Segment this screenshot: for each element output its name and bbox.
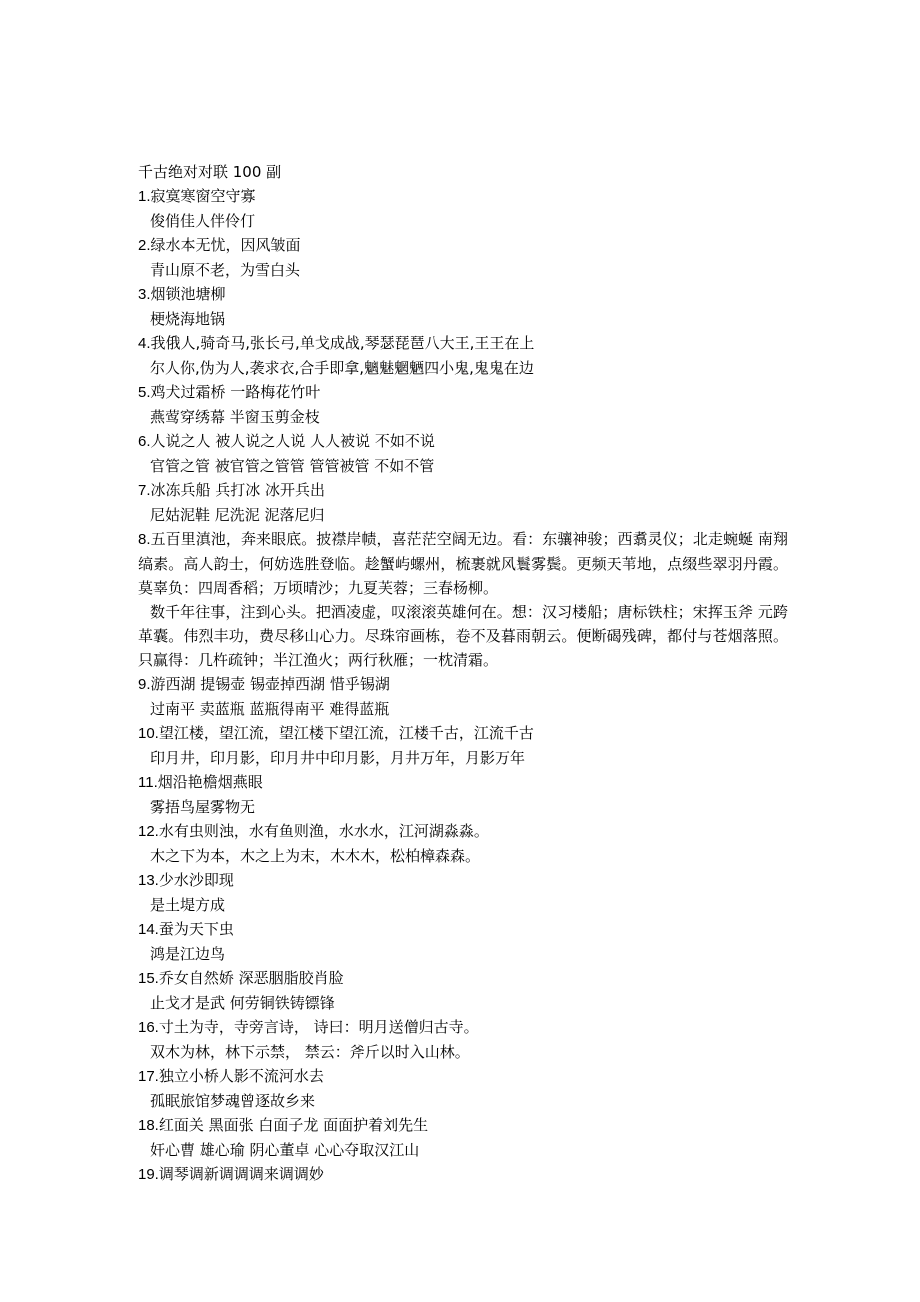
- upper-line: 绿水本无忧，因风皱面: [150, 236, 301, 254]
- couplet-11-upper: [138, 770, 788, 795]
- couplet-11-lower: 雾捂鸟屋雾物无: [150, 798, 256, 816]
- couplet-6-lower: 官管之管 被官管之管管 管管被管 不如不管: [150, 457, 435, 475]
- couplet-8-lower: 数千年往事，注到心头。把酒凌虚，叹滚滚英雄何在。想：汉习楼船；唐标铁柱；宋挥玉斧 元跨革囊。伟烈丰功，费尽移山心力。尽珠帘画栋，卷不及暮雨朝云。便断碣残碑，都付与苍烟落照。只赢得：几杵疏钟；半江渔火；两行秋雁；一枕清霜。: [138, 603, 788, 669]
- couplet-number: 16.: [138, 1019, 159, 1036]
- couplet-13-upper: [138, 868, 788, 893]
- couplet-number: 2.: [138, 237, 151, 254]
- upper-line: 望江楼，望江流，望江楼下望江流，江楼千古，江流千古: [158, 724, 534, 742]
- couplet-12-lower: 木之下为本，木之上为末，木木木，松柏樟森森。: [150, 847, 481, 865]
- couplet-1-upper: [138, 184, 788, 209]
- couplet-3-lower: 梗烧海地锅: [150, 310, 226, 328]
- couplet-5-lower: 燕莺穿绣幕 半窗玉剪金枝: [150, 408, 320, 426]
- upper-line: 烟沿艳檐烟燕眼: [157, 773, 263, 791]
- upper-line: 调琴调新调调调来调调妙: [158, 1165, 324, 1183]
- couplet-number: 4.: [138, 335, 151, 352]
- couplet-number: 11.: [138, 774, 158, 791]
- couplet-16-lower: 双木为林，林下示禁， 禁云：斧斤以时入山林。: [150, 1043, 470, 1061]
- couplet-12-upper: [138, 819, 788, 844]
- couplet-15-upper: [138, 966, 788, 991]
- couplet-number: 14.: [138, 921, 159, 938]
- upper-line: 红面关 黑面张 白面子龙 面面护着刘先生: [158, 1116, 429, 1134]
- couplet-number: 19.: [138, 1166, 159, 1183]
- upper-line: 人说之人 被人说之人说 人人被说 不如不说: [150, 432, 435, 450]
- couplet-number: 10.: [138, 725, 159, 742]
- document-title: 千古绝对对联 100 副: [138, 163, 282, 181]
- couplet-14-lower: 鸿是江边鸟: [150, 945, 226, 963]
- couplet-number: 9.: [138, 676, 151, 693]
- couplet-number: 12.: [138, 823, 159, 840]
- couplet-number: 17.: [138, 1068, 159, 1085]
- couplet-1-lower: 俊俏佳人伴伶仃: [150, 212, 256, 230]
- upper-line: 游西湖 提锡壶 锡壶掉西湖 惜乎锡湖: [150, 675, 390, 693]
- couplet-9-upper: [138, 672, 788, 697]
- couplet-18-upper: [138, 1113, 788, 1138]
- couplet-6-upper: [138, 429, 788, 454]
- couplet-7-upper: [138, 478, 788, 503]
- couplet-9-lower: 过南平 卖蓝瓶 蓝瓶得南平 难得蓝瓶: [150, 700, 390, 718]
- couplet-17-upper: [138, 1064, 788, 1089]
- couplet-number: 8.: [138, 531, 151, 548]
- couplet-4-upper: [138, 331, 788, 356]
- couplet-4-lower: 尔人你,伪为人,袭求衣,合手即拿,魑魅魍魉四小鬼,鬼鬼在边: [150, 359, 534, 377]
- upper-line: 寂寞寒窗空守寡: [150, 187, 256, 205]
- couplet-number: 13.: [138, 872, 159, 889]
- upper-line: 烟锁池塘柳: [150, 285, 226, 303]
- couplet-2-upper: [138, 233, 788, 258]
- couplet-number: 1.: [138, 188, 151, 205]
- upper-line: 鸡犬过霜桥 一路梅花竹叶: [150, 383, 321, 401]
- couplet-18-lower: 奸心曹 雄心瑜 阴心董卓 心心夺取汉江山: [150, 1141, 420, 1159]
- couplet-number: 7.: [138, 482, 151, 499]
- couplet-number: 5.: [138, 384, 151, 401]
- couplet-2-lower: 青山原不老，为雪白头: [150, 261, 301, 279]
- upper-line: 我俄人,骑奇马,张长弓,单戈成战,琴瑟琵琶八大王,王王在上: [150, 334, 535, 352]
- couplet-13-lower: 是土堤方成: [150, 896, 226, 914]
- couplet-15-lower: 止戈才是武 何劳铜铁铸镖锋: [150, 994, 335, 1012]
- couplet-number: 6.: [138, 433, 151, 450]
- couplet-14-upper: [138, 917, 788, 942]
- document-body: [138, 160, 788, 1187]
- upper-line: 乔女自然娇 深恶胭脂胶肖脸: [158, 969, 344, 987]
- couplet-3-upper: [138, 282, 788, 307]
- couplet-list: [138, 184, 788, 1187]
- couplet-16-upper: [138, 1015, 788, 1040]
- couplet-7-lower: 尼姑泥鞋 尼洗泥 泥落尼归: [150, 506, 325, 524]
- couplet-number: 3.: [138, 286, 151, 303]
- upper-line: 寸土为寺，寺旁言诗， 诗曰：明月送僧归古寺。: [158, 1018, 479, 1036]
- upper-line: 五百里滇池，奔来眼底。披襟岸帻，喜茫茫空阔无边。看：东骧神骏；西翥灵仪；北走蜿蜒 南翔缟素。高人韵士，何妨选胜登临。趁蟹屿螺州，梳裹就风鬟雾鬓。更频天苇地，点缀些翠羽丹霞。莫辜负：四周香稻；万顷晴沙；九夏芙蓉；三春杨柳。: [138, 530, 788, 597]
- upper-line: 独立小桥人影不流河水去: [158, 1067, 324, 1085]
- upper-line: 水有虫则浊，水有鱼则渔，水水水，江河湖淼淼。: [158, 822, 489, 840]
- couplet-10-lower: 印月井，印月影，印月井中印月影，月井万年，月影万年: [150, 749, 526, 767]
- couplet-number: 15.: [138, 970, 159, 987]
- couplet-number: 18.: [138, 1117, 159, 1134]
- upper-line: 少水沙即现: [158, 871, 234, 889]
- couplet-19-upper: [138, 1162, 788, 1187]
- couplet-10-upper: [138, 721, 788, 746]
- upper-line: 冰冻兵船 兵打冰 冰开兵出: [150, 481, 326, 499]
- upper-line: 蚕为天下虫: [158, 920, 234, 938]
- couplet-8-upper: [138, 527, 788, 600]
- couplet-5-upper: [138, 380, 788, 405]
- couplet-17-lower: 孤眠旅馆梦魂曾逐故乡来: [150, 1092, 316, 1110]
